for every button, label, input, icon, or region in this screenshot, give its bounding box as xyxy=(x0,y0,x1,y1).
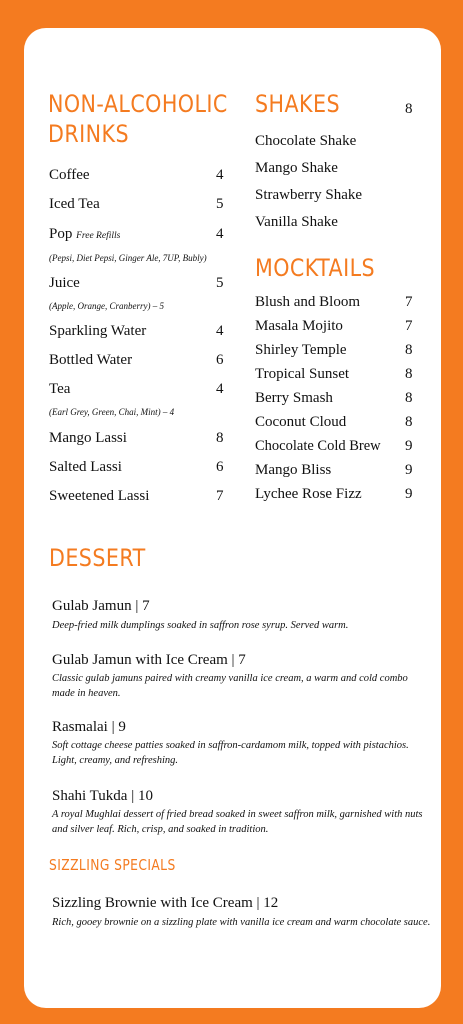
drink-item-mango-lassi: Mango Lassi xyxy=(49,430,127,446)
mocktail-item-lychee-rose-fizz: Lychee Rose Fizz xyxy=(255,486,362,502)
drink-price-coffee: 4 xyxy=(216,167,224,183)
mocktail-item-shirley-temple: Shirley Temple xyxy=(255,342,347,358)
mocktail-item-mango-bliss: Mango Bliss xyxy=(255,462,332,478)
drink-item-juice: Juice xyxy=(49,275,80,291)
mocktail-price-blush-and-bloom: 7 xyxy=(405,294,413,310)
dessert-item-shahi-tukda-desc: A royal Mughlai dessert of fried bread soaked in sweet saffron milk, garnished with nuts and silver leaf. Rich, crisp, and soaked in tradition. xyxy=(52,809,423,835)
drink-note-tea: (Earl Grey, Green, Chai, Mint) – 4 xyxy=(49,407,175,417)
shake-item-chocolate: Chocolate Shake xyxy=(255,133,357,149)
shakes-heading: SHAKES xyxy=(255,90,341,118)
drink-item-sparkling-water: Sparkling Water xyxy=(49,323,147,339)
dessert-heading: DESSERT xyxy=(49,544,146,572)
shakes-price: 8 xyxy=(405,101,413,117)
non-alcoholic-heading-line1: NON-ALCOHOLIC xyxy=(48,90,228,118)
dessert-item-gulab-jamun-ice-cream-desc: Classic gulab jamuns paired with creamy vanilla ice cream, a warm and cold combo made in heaven. xyxy=(52,673,408,699)
mocktail-item-blush-and-bloom: Blush and Bloom xyxy=(255,294,361,310)
drink-price-bottled-water: 6 xyxy=(216,352,224,368)
mocktail-price-lychee-rose-fizz: 9 xyxy=(405,486,413,502)
drink-item-sweetened-lassi: Sweetened Lassi xyxy=(49,488,150,504)
dessert-item-gulab-jamun-ice-cream-title: Gulab Jamun with Ice Cream | 7 xyxy=(52,652,246,668)
sizzling-item-brownie-title: Sizzling Brownie with Ice Cream | 12 xyxy=(52,895,279,911)
drink-price-tea: 4 xyxy=(216,381,224,397)
dessert-item-gulab-jamun-desc: Deep-fried milk dumplings soaked in saffron rose syrup. Served warm. xyxy=(52,620,349,631)
mocktail-price-shirley-temple: 8 xyxy=(405,342,413,358)
shake-item-strawberry: Strawberry Shake xyxy=(255,187,363,203)
mocktail-item-coconut-cloud: Coconut Cloud xyxy=(255,414,347,430)
dessert-item-rasmalai-desc: Soft cottage cheese patties soaked in saffron-cardamom milk, topped with pistachios. Light, creamy, and refreshing. xyxy=(52,740,409,766)
drink-item-bottled-water: Bottled Water xyxy=(49,352,133,368)
dessert-item-shahi-tukda-title: Shahi Tukda | 10 xyxy=(52,788,153,804)
mocktail-price-tropical-sunset: 8 xyxy=(405,366,413,382)
drink-item-salted-lassi: Salted Lassi xyxy=(49,459,122,475)
mocktail-item-masala-mojito: Masala Mojito xyxy=(255,318,343,334)
non-alcoholic-heading-line2: DRINKS xyxy=(48,120,129,148)
drink-item-pop xyxy=(49,227,120,242)
drink-item-tea: Tea xyxy=(49,381,71,397)
drink-price-juice: 5 xyxy=(216,275,224,291)
mocktail-price-coconut-cloud: 8 xyxy=(405,414,413,430)
mocktail-price-chocolate-cold-brew: 9 xyxy=(405,438,413,454)
mocktail-item-tropical-sunset: Tropical Sunset xyxy=(255,366,350,382)
drink-note-juice: (Apple, Orange, Cranberry) – 5 xyxy=(49,301,164,311)
drink-note-pop: (Pepsi, Diet Pepsi, Ginger Ale, 7UP, Bubly) xyxy=(49,253,207,263)
drink-item-iced-tea: Iced Tea xyxy=(49,196,100,212)
mocktail-item-berry-smash: Berry Smash xyxy=(255,390,333,406)
drink-price-pop: 4 xyxy=(216,226,224,242)
dessert-item-rasmalai-title: Rasmalai | 9 xyxy=(52,719,126,735)
dessert-item-gulab-jamun-title: Gulab Jamun | 7 xyxy=(52,598,150,614)
mocktail-price-berry-smash: 8 xyxy=(405,390,413,406)
mocktail-price-mango-bliss: 9 xyxy=(405,462,413,478)
drink-item-pop-name: Pop xyxy=(49,226,73,242)
drink-price-mango-lassi: 8 xyxy=(216,430,224,446)
drink-price-sparkling-water: 4 xyxy=(216,323,224,339)
mocktail-item-chocolate-cold-brew: Chocolate Cold Brew xyxy=(255,438,381,454)
drink-item-pop-refill-note: Free Refills xyxy=(76,231,121,241)
shake-item-mango: Mango Shake xyxy=(255,160,338,176)
mocktails-heading: MOCKTAILS xyxy=(255,254,376,282)
mocktail-price-masala-mojito: 7 xyxy=(405,318,413,334)
drink-price-sweetened-lassi: 7 xyxy=(216,488,224,504)
drink-price-iced-tea: 5 xyxy=(216,196,224,212)
drink-price-salted-lassi: 6 xyxy=(216,459,224,475)
sizzling-item-brownie-desc: Rich, gooey brownie on a sizzling plate with vanilla ice cream and warm chocolate sauce. xyxy=(52,917,431,928)
shake-item-vanilla: Vanilla Shake xyxy=(255,214,338,230)
drink-item-coffee: Coffee xyxy=(49,167,90,183)
sizzling-specials-heading: SIZZLING SPECIALS xyxy=(49,856,176,874)
